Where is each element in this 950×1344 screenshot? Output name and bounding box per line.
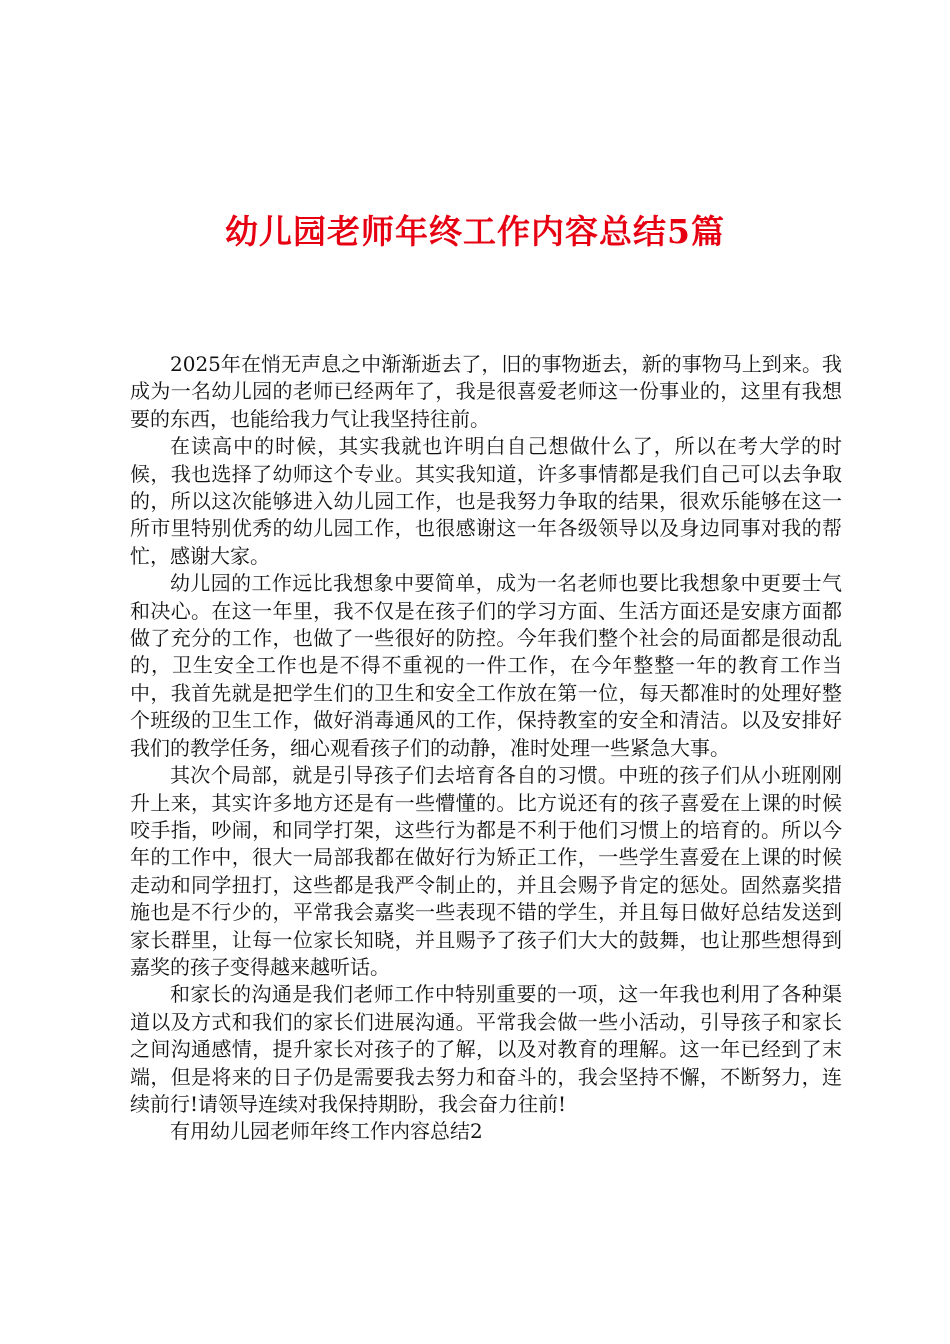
paragraph-5: 和家长的沟通是我们老师工作中特别重要的一项，这一年我也利用了各种渠道以及方式和我们的家长们进展沟通。平常我会做一些小活动，引导孩子和家长之间沟通感情，提升家长对孩子的了解，以及对教育的理解。这一年已经到了末端，但是将来的日子仍是需要我去努力和奋斗的，我会坚持不懈，不断努力，连续前行!请领导连续对我保持期盼，我会奋力往前! — [130, 982, 842, 1116]
paragraph-2: 在读高中的时候，其实我就也许明白自己想做什么了，所以在考大学的时候，我也选择了幼师这个专业。其实我知道，许多事情都是我们自己可以去争取的，所以这次能够进入幼儿园工作，也是我努力争取的结果，很欢乐能够在这一所市里特别优秀的幼儿园工作，也很感谢这一年各级领导以及身边同事对我的帮忙，感谢大家。 — [130, 434, 842, 568]
paragraph-1: 2025年在悄无声息之中渐渐逝去了，旧的事物逝去，新的事物马上到来。我成为一名幼儿园的老师已经两年了，我是很喜爱老师这一份事业的，这里有我想要的东西，也能给我力气让我坚持往前。 — [130, 352, 842, 431]
paragraph-4: 其次个局部，就是引导孩子们去培育各自的习惯。中班的孩子们从小班刚刚升上来，其实许多地方还是有一些懵懂的。比方说还有的孩子喜爱在上课的时候咬手指，吵闹，和同学打架，这些行为都是不利于他们习惯上的培育的。所以今年的工作中，很大一局部我都在做好行为矫正工作，一些学生喜爱在上课的时候走动和同学扭打，这些都是我严令制止的，并且会赐予肯定的惩处。固然嘉奖措施也是不行少的，平常我会嘉奖一些表现不错的学生，并且每日做好总结发送到家长群里，让每一位家长知晓，并且赐予了孩子们大大的鼓舞，也让那些想得到嘉奖的孩子变得越来越听话。 — [130, 763, 842, 979]
section-heading-2: 有用幼儿园老师年终工作内容总结2 — [170, 1119, 483, 1144]
paragraph-3: 幼儿园的工作远比我想象中要简单，成为一名老师也要比我想象中更要士气和决心。在这一年里，我不仅是在孩子们的学习方面、生活方面还是安康方面都做了充分的工作，也做了一些很好的防控。今年我们整个社会的局面都是很动乱的，卫生安全工作也是不得不重视的一件工作，在今年整整一年的教育工作当中，我首先就是把学生们的卫生和安全工作放在第一位，每天都准时的处理好整个班级的卫生工作，做好消毒通风的工作，保持教室的安全和清洁。以及安排好我们的教学任务，细心观看孩子们的动静，准时处理一些紧急大事。 — [130, 571, 842, 760]
document-title: 幼儿园老师年终工作内容总结5篇 — [225, 212, 725, 251]
document-body — [130, 351, 842, 1146]
